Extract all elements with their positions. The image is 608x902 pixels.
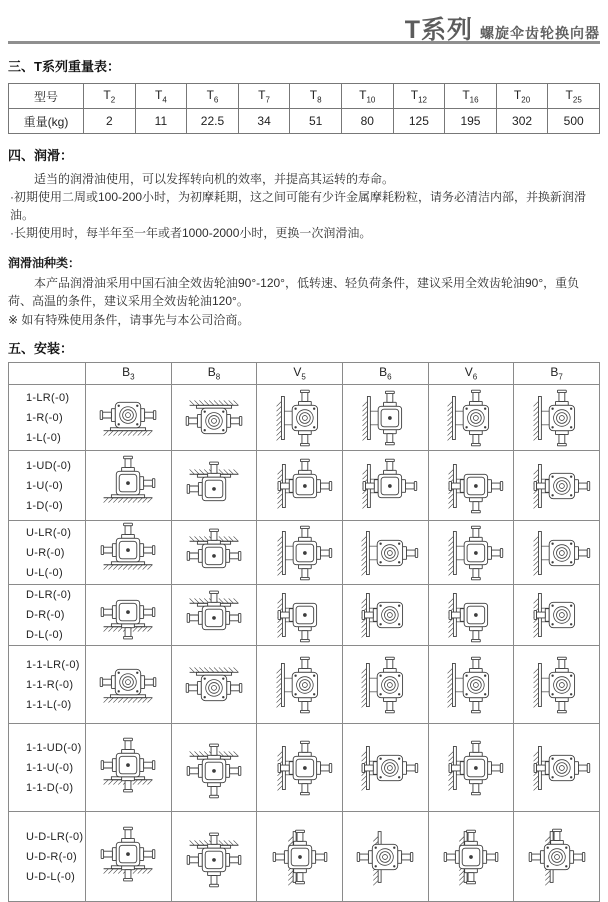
install-cell-r6-c3 bbox=[257, 724, 343, 812]
install-model-code: U-R(-0) bbox=[26, 546, 65, 559]
weight-table-body bbox=[9, 84, 600, 134]
gearbox-diagram bbox=[86, 814, 170, 900]
weight-table-model-3: $T_6$ bbox=[187, 84, 239, 109]
gearbox-diagram bbox=[429, 588, 513, 642]
install-model-code: D-L(-0) bbox=[26, 629, 63, 641]
install-cell-r5-c2 bbox=[171, 646, 257, 724]
weight-table-model-9: $T_{20}$ bbox=[496, 84, 548, 109]
weight-table-weight-label: 重量(kg) bbox=[9, 109, 84, 134]
gearbox-diagram bbox=[343, 588, 427, 642]
install-col-B7: $B_7$ bbox=[514, 363, 600, 385]
gearbox-diagram bbox=[172, 588, 256, 642]
gearbox-diagram bbox=[172, 387, 256, 449]
install-table-head bbox=[9, 363, 600, 385]
oil-type-heading: 润滑油种类： bbox=[8, 256, 81, 270]
install-cell-r3-c2 bbox=[171, 521, 257, 585]
install-cell-r1-c5 bbox=[428, 385, 514, 451]
series-subtitle: 螺旋伞齿轮换向器 bbox=[480, 25, 600, 41]
gearbox-diagram bbox=[258, 814, 342, 900]
install-model-code: D-LR(-0) bbox=[26, 589, 72, 601]
install-model-code: 1-LR(-0) bbox=[26, 391, 70, 404]
weight-table-model-label: 型号 bbox=[9, 84, 84, 109]
install-model-code: 1-D(-0) bbox=[26, 499, 63, 512]
install-cell-r1-c2 bbox=[171, 385, 257, 451]
weight-table-value-2: 11 bbox=[135, 109, 187, 134]
gearbox-diagram bbox=[429, 453, 513, 519]
install-model-code: 1-1-R(-0) bbox=[26, 678, 74, 691]
install-col-B3: $B_3$ bbox=[86, 363, 172, 385]
install-model-code: 1-1-U(-0) bbox=[26, 761, 74, 774]
section5-heading: 五、安装： bbox=[8, 341, 74, 356]
weight-table-model-7: $T_{12}$ bbox=[393, 84, 445, 109]
gearbox-diagram bbox=[86, 648, 170, 722]
gearbox-diagram bbox=[258, 726, 342, 810]
gearbox-diagram bbox=[429, 523, 513, 583]
gearbox-diagram bbox=[86, 453, 170, 519]
gearbox-diagram bbox=[172, 453, 256, 519]
install-cell-r1-c4 bbox=[342, 385, 428, 451]
weight-table-value-8: 195 bbox=[445, 109, 497, 134]
install-cell-r1-c1 bbox=[86, 385, 172, 451]
gearbox-diagram bbox=[86, 523, 170, 583]
install-cell-r4-c6 bbox=[514, 585, 600, 646]
install-cell-r4-c1 bbox=[86, 585, 172, 646]
install-cell-r4-c2 bbox=[171, 585, 257, 646]
gearbox-diagram bbox=[343, 387, 427, 449]
series-title: T系列 bbox=[404, 16, 473, 44]
gearbox-diagram bbox=[86, 588, 170, 642]
section4-heading: 四、润滑： bbox=[8, 148, 74, 163]
gearbox-diagram bbox=[343, 523, 427, 583]
install-cell-r5-c3 bbox=[257, 646, 343, 724]
install-cell-r3-c1 bbox=[86, 521, 172, 585]
weight-table-value-4: 34 bbox=[238, 109, 290, 134]
install-cell-r1-c6 bbox=[514, 385, 600, 451]
install-cell-r6-c5 bbox=[428, 724, 514, 812]
install-table bbox=[8, 362, 600, 902]
gearbox-diagram bbox=[515, 726, 599, 810]
lubrication-intro: 适当的润滑油使用，可以发挥转向机的效率，并提高其运转的寿命。 bbox=[34, 172, 395, 186]
gearbox-diagram bbox=[343, 814, 427, 900]
install-cell-r7-c6 bbox=[514, 812, 600, 902]
install-row-label-7 bbox=[9, 812, 86, 902]
install-cell-r2-c1 bbox=[86, 451, 172, 521]
gearbox-diagram bbox=[429, 387, 513, 449]
install-row-label-2 bbox=[9, 451, 86, 521]
gearbox-diagram bbox=[258, 648, 342, 722]
gearbox-diagram bbox=[515, 648, 599, 722]
gearbox-diagram bbox=[258, 588, 342, 642]
page-header bbox=[8, 10, 600, 44]
weight-table-value-9: 302 bbox=[496, 109, 548, 134]
gearbox-diagram bbox=[258, 523, 342, 583]
install-model-code: 1-R(-0) bbox=[26, 411, 63, 424]
weight-table-value-6: 80 bbox=[341, 109, 393, 134]
weight-table-model-1: $T_2$ bbox=[84, 84, 136, 109]
install-cell-r6-c2 bbox=[171, 724, 257, 812]
gearbox-diagram bbox=[343, 648, 427, 722]
install-cell-r3-c5 bbox=[428, 521, 514, 585]
gearbox-diagram bbox=[429, 648, 513, 722]
install-cell-r2-c6 bbox=[514, 451, 600, 521]
install-row-label-1 bbox=[9, 385, 86, 451]
install-cell-r6-c4 bbox=[342, 724, 428, 812]
weight-table-model-10: $T_{25}$ bbox=[548, 84, 600, 109]
gearbox-diagram bbox=[258, 453, 342, 519]
install-cell-r4-c4 bbox=[342, 585, 428, 646]
install-cell-r1-c3 bbox=[257, 385, 343, 451]
install-model-code: 1-UD(-0) bbox=[26, 459, 72, 472]
install-cell-r2-c5 bbox=[428, 451, 514, 521]
install-model-code: 1-1-L(-0) bbox=[26, 698, 72, 711]
gearbox-diagram bbox=[86, 726, 170, 810]
install-cell-r7-c5 bbox=[428, 812, 514, 902]
weight-table-value-5: 51 bbox=[290, 109, 342, 134]
gearbox-diagram bbox=[172, 814, 256, 900]
install-cell-r6-c6 bbox=[514, 724, 600, 812]
weight-table-value-7: 125 bbox=[393, 109, 445, 134]
weight-table-model-5: $T_8$ bbox=[290, 84, 342, 109]
weight-table-model-2: $T_4$ bbox=[135, 84, 187, 109]
install-col-B8: $B_8$ bbox=[171, 363, 257, 385]
install-cell-r2-c3 bbox=[257, 451, 343, 521]
gearbox-diagram bbox=[343, 453, 427, 519]
install-row-label-3 bbox=[9, 521, 86, 585]
gearbox-diagram bbox=[515, 387, 599, 449]
gearbox-diagram bbox=[429, 726, 513, 810]
gearbox-diagram bbox=[515, 814, 599, 900]
oil-type-text: 本产品润滑油采用中国石油全效齿轮油90°-120°，低转速、轻负荷条件，建议采用全效齿轮油90°，重负荷、高温的条件，建议采用全效齿轮油120°。 bbox=[8, 276, 580, 308]
gearbox-diagram bbox=[343, 726, 427, 810]
install-cell-r3-c6 bbox=[514, 521, 600, 585]
install-cell-r5-c5 bbox=[428, 646, 514, 724]
install-row-label-5 bbox=[9, 646, 86, 724]
install-model-code: U-D-LR(-0) bbox=[26, 830, 84, 843]
install-cell-r5-c1 bbox=[86, 646, 172, 724]
gearbox-diagram bbox=[258, 387, 342, 449]
install-model-code: U-D-L(-0) bbox=[26, 870, 76, 883]
lubrication-bullet-2: ·长期使用时，每半年至一年或者1000-2000小时，更换一次润滑油。 bbox=[10, 226, 372, 240]
install-model-code: 1-1-LR(-0) bbox=[26, 658, 80, 671]
install-col-B6: $B_6$ bbox=[342, 363, 428, 385]
section3-heading: 三、T系列重量表： bbox=[8, 59, 120, 74]
gearbox-diagram bbox=[172, 523, 256, 583]
install-model-code: U-LR(-0) bbox=[26, 526, 72, 539]
catalog-page bbox=[0, 10, 608, 883]
weight-table-model-4: $T_7$ bbox=[238, 84, 290, 109]
gearbox-diagram bbox=[515, 588, 599, 642]
install-row-label-4 bbox=[9, 585, 86, 646]
lubrication-bullet-1: ·初期使用二周或100-200小时，为初摩耗期，这之间可能有少许金属摩耗粉粒，请务必清洁内部，并换新润滑油。 bbox=[10, 190, 587, 222]
install-col-blank bbox=[9, 363, 86, 385]
install-cell-r5-c6 bbox=[514, 646, 600, 724]
install-cell-r7-c2 bbox=[171, 812, 257, 902]
weight-table-value-10: 500 bbox=[548, 109, 600, 134]
gearbox-diagram bbox=[515, 453, 599, 519]
install-cell-r7-c1 bbox=[86, 812, 172, 902]
install-row-label-6 bbox=[9, 724, 86, 812]
install-cell-r2-c4 bbox=[342, 451, 428, 521]
install-model-code: D-R(-0) bbox=[26, 609, 65, 621]
install-cell-r3-c4 bbox=[342, 521, 428, 585]
install-cell-r5-c4 bbox=[342, 646, 428, 724]
install-model-code: U-L(-0) bbox=[26, 566, 63, 579]
special-condition-note: ※ 如有特殊使用条件，请事先与本公司洽商。 bbox=[8, 313, 250, 327]
gearbox-diagram bbox=[515, 523, 599, 583]
weight-table-model-8: $T_{16}$ bbox=[445, 84, 497, 109]
install-model-code: 1-1-D(-0) bbox=[26, 781, 74, 794]
install-model-code: 1-1-UD(-0) bbox=[26, 741, 82, 754]
install-cell-r7-c4 bbox=[342, 812, 428, 902]
gearbox-diagram bbox=[429, 814, 513, 900]
install-cell-r7-c3 bbox=[257, 812, 343, 902]
install-cell-r4-c3 bbox=[257, 585, 343, 646]
install-model-code: 1-L(-0) bbox=[26, 431, 62, 444]
weight-table-value-3: 22.5 bbox=[187, 109, 239, 134]
install-model-code: U-D-R(-0) bbox=[26, 850, 77, 863]
install-col-V6: $V_6$ bbox=[428, 363, 514, 385]
install-cell-r4-c5 bbox=[428, 585, 514, 646]
weight-table bbox=[8, 83, 600, 134]
install-cell-r6-c1 bbox=[86, 724, 172, 812]
weight-table-value-1: 2 bbox=[84, 109, 136, 134]
gearbox-diagram bbox=[172, 726, 256, 810]
weight-table-model-6: $T_{10}$ bbox=[341, 84, 393, 109]
gearbox-diagram bbox=[172, 648, 256, 722]
install-table-body bbox=[9, 385, 600, 902]
install-col-V5: $V_5$ bbox=[257, 363, 343, 385]
install-cell-r3-c3 bbox=[257, 521, 343, 585]
gearbox-diagram bbox=[86, 387, 170, 449]
install-cell-r2-c2 bbox=[171, 451, 257, 521]
install-model-code: 1-U(-0) bbox=[26, 479, 63, 492]
